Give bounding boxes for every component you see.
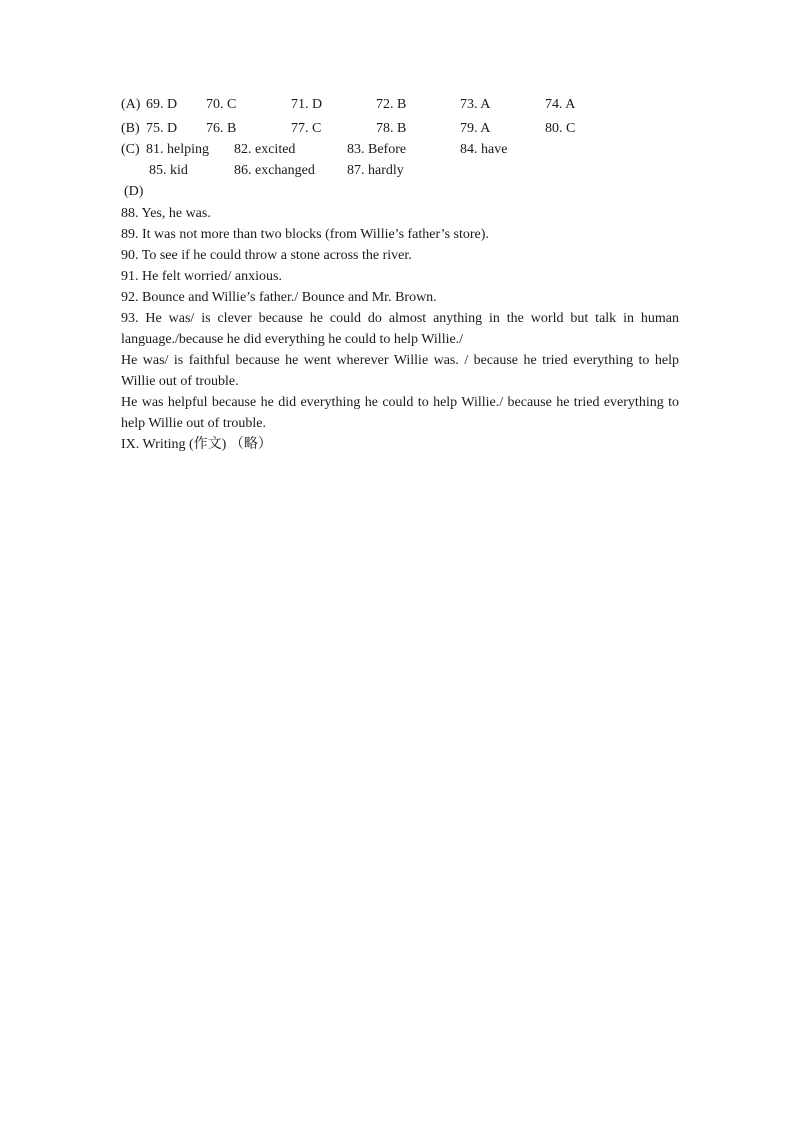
answer-93-helpful-line-1: He was helpful because he did everything he could to help Willie./ because he tried everything to — [121, 395, 679, 410]
answer-84: 84. have — [460, 142, 508, 157]
answer-69: 69. D — [146, 97, 178, 112]
answer-89: 89. It was not more than two blocks (from Willie’s father’s store). — [121, 227, 489, 242]
section-d-label: (D) — [124, 184, 144, 199]
answer-73: 73. A — [460, 97, 491, 112]
answer-75: 75. D — [146, 121, 178, 136]
answer-83: 83. Before — [347, 142, 407, 157]
answer-82: 82. excited — [234, 142, 296, 157]
answer-80: 80. C — [545, 121, 576, 136]
answer-72: 72. B — [376, 97, 407, 112]
answer-70: 70. C — [206, 97, 237, 112]
answer-85: 85. kid — [149, 163, 188, 178]
answer-86: 86. exchanged — [234, 163, 315, 178]
answer-93-faithful-line-1: He was/ is faithful because he went wherever Willie was. / because he tried everything to help — [121, 353, 679, 368]
answer-90: 90. To see if he could throw a stone across the river. — [121, 248, 412, 263]
answer-92: 92. Bounce and Willie’s father./ Bounce and Mr. Brown. — [121, 290, 437, 305]
answer-91: 91. He felt worried/ anxious. — [121, 269, 282, 284]
answer-74: 74. A — [545, 97, 576, 112]
writing-section: IX. Writing (作文) （略） — [121, 437, 272, 452]
section-a-label: (A) — [121, 97, 141, 112]
answer-93-faithful-line-2: Willie out of trouble. — [121, 374, 239, 389]
answer-81: 81. helping — [146, 142, 209, 157]
answer-88: 88. Yes, he was. — [121, 206, 211, 221]
section-b-label: (B) — [121, 121, 140, 136]
answer-79: 79. A — [460, 121, 491, 136]
answer-93-clever-line-2: language./because he did everything he could to help Willie./ — [121, 332, 464, 347]
section-c-label: (C) — [121, 142, 140, 157]
answer-76: 76. B — [206, 121, 237, 136]
answer-78: 78. B — [376, 121, 407, 136]
answer-93-helpful-line-2: help Willie out of trouble. — [121, 416, 266, 431]
answer-87: 87. hardly — [347, 163, 404, 178]
answer-77: 77. C — [291, 121, 322, 136]
answer-93-clever-line-1: 93. He was/ is clever because he could do almost anything in the world but talk in human — [121, 311, 679, 326]
answer-71: 71. D — [291, 97, 323, 112]
